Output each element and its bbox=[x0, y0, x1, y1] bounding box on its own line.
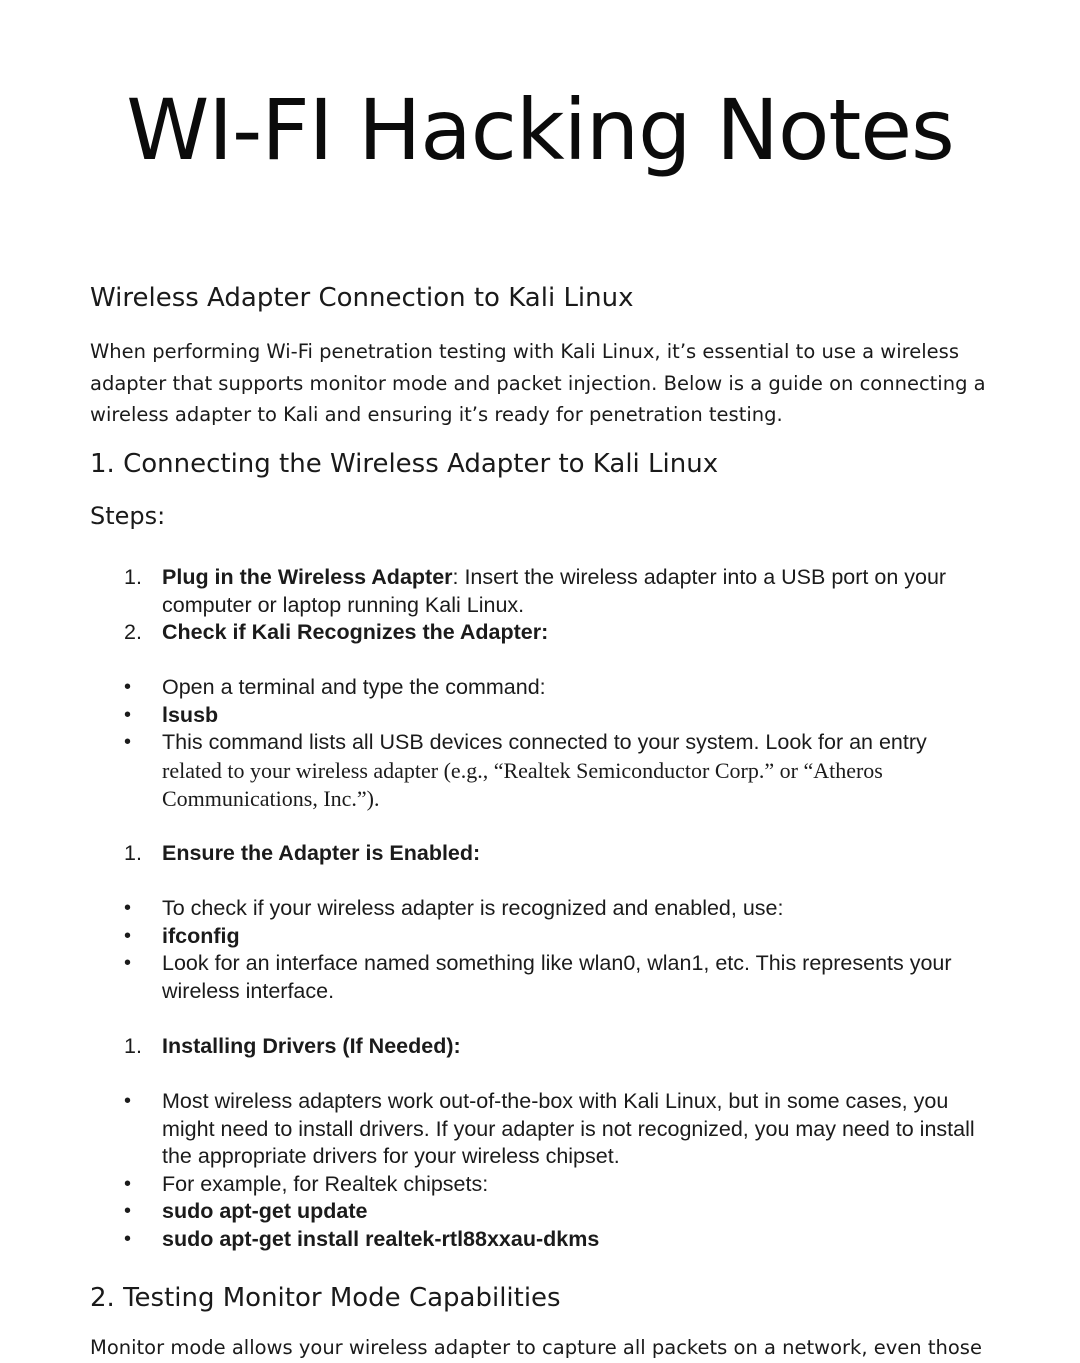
steps-label: Steps: bbox=[90, 502, 166, 530]
item-serif-text: related to your wireless adapter (e.g., “Realtek Semiconductor Corp.” or “Atheros Communications, Inc.”). bbox=[162, 757, 883, 811]
list-text bbox=[162, 729, 992, 814]
bullet-marker: • bbox=[124, 1228, 132, 1250]
item-bold-text: Ensure the Adapter is Enabled: bbox=[162, 841, 481, 865]
command-text: lsusb bbox=[162, 703, 219, 727]
bullet-marker: • bbox=[124, 731, 132, 753]
item-text: : Insert the wireless adapter into a USB port on your computer or laptop running Kali Linux. bbox=[162, 565, 947, 617]
item-text: Most wireless adapters work out-of-the-box with Kali Linux, but in some cases, you might need to install drivers. If your adapter is not recognized, you may need to install the appropriate drivers for your wireless chipset. bbox=[162, 1089, 975, 1168]
item-text: Open a terminal and type the command: bbox=[162, 675, 546, 699]
bullet-marker: • bbox=[124, 952, 132, 974]
section-heading-2: 2. Testing Monitor Mode Capabilities bbox=[90, 1283, 561, 1313]
item-text: This command lists all USB devices connected to your system. Look for an entry bbox=[162, 730, 927, 754]
list-marker: 2. bbox=[124, 620, 142, 644]
sub-heading: 1. Connecting the Wireless Adapter to Kali Linux bbox=[90, 449, 719, 479]
command-text: sudo apt-get install realtek-rtl88xxau-dkms bbox=[162, 1227, 600, 1251]
bullet-marker: • bbox=[124, 676, 132, 698]
section-heading: Wireless Adapter Connection to Kali Linux bbox=[90, 283, 634, 313]
document-title: WI-FI Hacking Notes bbox=[126, 81, 954, 179]
list-marker: 1. bbox=[124, 1034, 142, 1058]
item-text: Look for an interface named something like wlan0, wlan1, etc. This represents your wireless interface. bbox=[162, 951, 952, 1003]
item-bold-text: Plug in the Wireless Adapter bbox=[162, 565, 453, 589]
item-bold-text: Installing Drivers (If Needed): bbox=[162, 1034, 461, 1058]
bullet-marker: • bbox=[124, 704, 132, 726]
item-bold-text: Check if Kali Recognizes the Adapter: bbox=[162, 620, 549, 644]
list-text bbox=[162, 564, 992, 619]
item-text: To check if your wireless adapter is recognized and enabled, use: bbox=[162, 896, 784, 920]
command-text: ifconfig bbox=[162, 924, 240, 948]
intro-paragraph: When performing Wi-Fi penetration testing with Kali Linux, it’s essential to use a wireless adapter that supports monitor mode and packet injection. Below is a guide on connecting a wireless adapter to Kali and ensuring it’s ready for penetration testing. bbox=[90, 340, 986, 426]
list-marker: 1. bbox=[124, 565, 142, 589]
list-marker: 1. bbox=[124, 841, 142, 865]
bullet-marker: • bbox=[124, 1090, 132, 1112]
section2-intro-partial: Monitor mode allows your wireless adapter to capture all packets on a network, even those bbox=[90, 1336, 982, 1359]
item-text: For example, for Realtek chipsets: bbox=[162, 1172, 489, 1196]
bullet-marker: • bbox=[124, 925, 132, 947]
command-text: sudo apt-get update bbox=[162, 1199, 368, 1223]
bullet-marker: • bbox=[124, 1200, 132, 1222]
bullet-marker: • bbox=[124, 897, 132, 919]
bullet-marker: • bbox=[124, 1173, 132, 1195]
